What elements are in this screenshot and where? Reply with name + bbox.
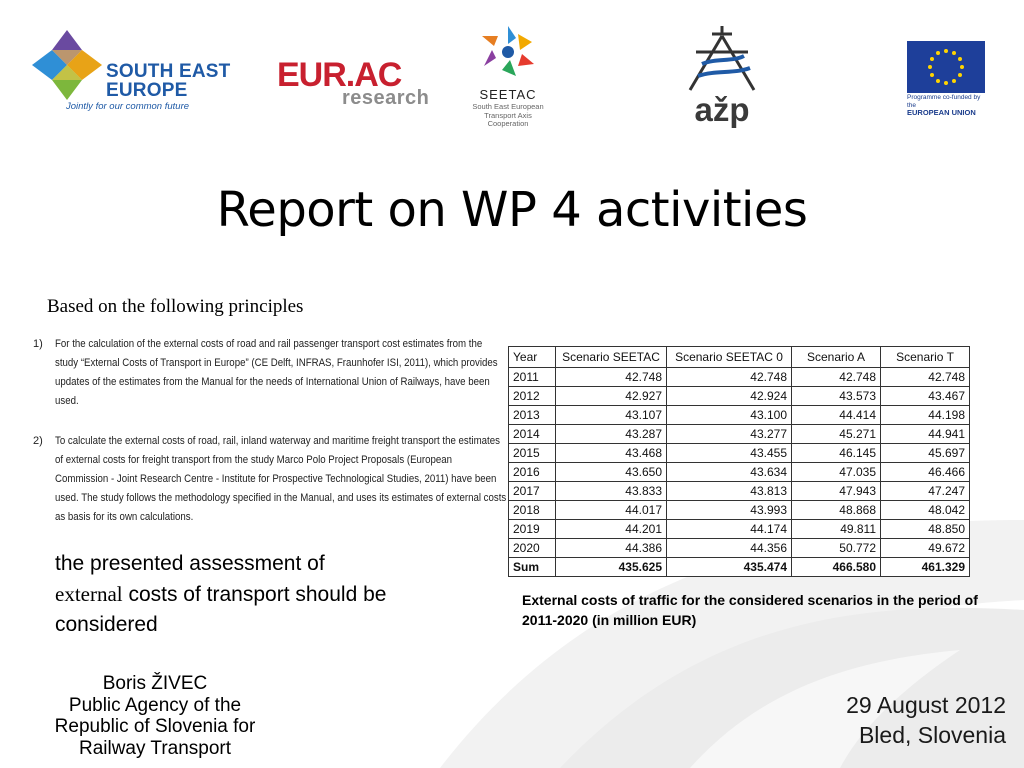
principle-number: 1): [33, 338, 43, 350]
value-cell: 45.697: [881, 444, 970, 463]
eu-caption-line2: EUROPEAN UNION: [907, 108, 976, 117]
principles-heading: Based on the following principles: [47, 296, 304, 317]
value-cell: 47.247: [881, 482, 970, 501]
value-cell: 47.943: [792, 482, 881, 501]
value-cell: 50.772: [792, 539, 881, 558]
table-row: [509, 463, 970, 482]
date-place-block: [760, 690, 1006, 750]
external-costs-table: [508, 346, 970, 577]
value-cell: 43.573: [792, 387, 881, 406]
principle-number: 2): [33, 435, 43, 447]
value-cell: 49.672: [881, 539, 970, 558]
value-cell: 43.650: [556, 463, 667, 482]
south-east-europe-emblem-icon: [30, 28, 104, 102]
value-cell: 44.201: [556, 520, 667, 539]
table-row: [509, 444, 970, 463]
table-row: [509, 368, 970, 387]
table-row: [509, 406, 970, 425]
seetac-subtitle-line2: Transport Axis Cooperation: [484, 110, 532, 128]
year-cell: 2015: [509, 444, 556, 463]
seetac-subtitle: [466, 103, 550, 129]
conclusion-text: [55, 549, 485, 640]
value-cell: 42.924: [667, 387, 792, 406]
principle-item-1: [33, 335, 498, 411]
presentation-date: 29 August 2012: [846, 692, 1006, 718]
value-cell: 42.748: [556, 368, 667, 387]
year-cell: 2014: [509, 425, 556, 444]
value-cell: 44.941: [881, 425, 970, 444]
table-row: [509, 387, 970, 406]
table-row: [509, 520, 970, 539]
value-cell: 466.580: [792, 558, 881, 577]
value-cell: 44.414: [792, 406, 881, 425]
value-cell: 43.277: [667, 425, 792, 444]
value-cell: 43.100: [667, 406, 792, 425]
value-cell: 43.634: [667, 463, 792, 482]
column-header-scenario-t: Scenario T: [881, 347, 970, 368]
value-cell: 45.271: [792, 425, 881, 444]
table-caption: External costs of traffic for the considered scenarios in the period of 2011-2020 (in million EUR): [522, 592, 978, 628]
year-cell: 2017: [509, 482, 556, 501]
table-header-row: [509, 347, 970, 368]
year-cell: 2019: [509, 520, 556, 539]
azp-emblem-icon: [682, 22, 762, 92]
year-cell: 2012: [509, 387, 556, 406]
seetac-subtitle-line1: South East European: [472, 102, 544, 111]
conclusion-part1: the presented assessment of: [55, 552, 325, 575]
column-header-scenario-seetac: Scenario SEETAC: [556, 347, 667, 368]
eu-flag-icon: [907, 41, 985, 93]
value-cell: 43.468: [556, 444, 667, 463]
author-org-line1: Public Agency of the: [68, 694, 242, 716]
value-cell: 42.748: [881, 368, 970, 387]
south-east-europe-name: [106, 62, 230, 100]
column-header-year: Year: [509, 347, 556, 368]
author-org-line3: Railway Transport: [78, 737, 232, 759]
value-cell: 42.748: [792, 368, 881, 387]
column-header-scenario-a: Scenario A: [792, 347, 881, 368]
sum-label-cell: Sum: [509, 558, 556, 577]
value-cell: 43.467: [881, 387, 970, 406]
value-cell: 44.386: [556, 539, 667, 558]
value-cell: 49.811: [792, 520, 881, 539]
year-cell: 2013: [509, 406, 556, 425]
value-cell: 43.813: [667, 482, 792, 501]
value-cell: 42.748: [667, 368, 792, 387]
author-block: [20, 673, 290, 759]
value-cell: 48.042: [881, 501, 970, 520]
value-cell: 44.356: [667, 539, 792, 558]
value-cell: 43.455: [667, 444, 792, 463]
value-cell: 46.466: [881, 463, 970, 482]
value-cell: 44.198: [881, 406, 970, 425]
eurac-text: EUR.AC: [277, 56, 402, 94]
logo-tagline: Jointly for our common future: [66, 101, 190, 112]
value-cell: 44.174: [667, 520, 792, 539]
value-cell: 43.833: [556, 482, 667, 501]
value-cell: 461.329: [881, 558, 970, 577]
author-name: Boris ŽIVEC: [102, 673, 208, 694]
seetac-emblem-icon: [478, 22, 538, 82]
year-cell: 2016: [509, 463, 556, 482]
slide-title: Report on WP 4 activities: [216, 182, 808, 238]
research-text: research: [342, 87, 430, 109]
south-east-europe-logo: [30, 28, 250, 118]
seetac-name: SEETAC: [479, 87, 537, 102]
eu-caption-line1: Programme co-funded by the: [907, 94, 981, 109]
principle-item-2: [33, 432, 507, 527]
table-body: [509, 368, 970, 577]
value-cell: 46.145: [792, 444, 881, 463]
conclusion-part2: external: [55, 582, 123, 606]
azp-name: ažp: [694, 91, 750, 128]
value-cell: 44.017: [556, 501, 667, 520]
table-row: [509, 539, 970, 558]
value-cell: 43.107: [556, 406, 667, 425]
table-row: [509, 482, 970, 501]
value-cell: 435.625: [556, 558, 667, 577]
year-cell: 2018: [509, 501, 556, 520]
year-cell: 2020: [509, 539, 556, 558]
table-row: [509, 501, 970, 520]
table-row: [509, 425, 970, 444]
value-cell: 42.927: [556, 387, 667, 406]
logo-text-line2: EUROPE: [106, 80, 188, 101]
table-sum-row: [509, 558, 970, 577]
presentation-place: Bled, Slovenia: [858, 722, 1006, 748]
logo-text-line1: SOUTH EAST: [106, 61, 231, 82]
conclusion-part3: costs of transport should be considered: [55, 583, 387, 636]
value-cell: 48.850: [881, 520, 970, 539]
value-cell: 43.993: [667, 501, 792, 520]
value-cell: 43.287: [556, 425, 667, 444]
year-cell: 2011: [509, 368, 556, 387]
value-cell: 435.474: [667, 558, 792, 577]
column-header-scenario-seetac-0: Scenario SEETAC 0: [667, 347, 792, 368]
eu-caption: [907, 94, 985, 118]
value-cell: 48.868: [792, 501, 881, 520]
principle-text: To calculate the external costs of road, rail, inland waterway and maritime freight transport the estimates of external costs for freight transport from the study Marco Polo Project Proposals (European Commission - Joint Research Centre - Institute for Prospective Technological Studies, 2011) have been used. The study follows the methodology specified in the Manual, and uses its estimates of external costs as basis for its own calculations.: [55, 435, 507, 523]
principle-text: For the calculation of the external costs of road and rail passenger transport cost estimates from the study “External Costs of Transport in Europe” (CE Delft, INFRAS, Fraunhofer ISI, 2011), which provides updates of the estimates from the Manual for the needs of International Union of Railways, have been used.: [55, 338, 498, 407]
author-org-line2: Republic of Slovenia for: [54, 716, 256, 737]
value-cell: 47.035: [792, 463, 881, 482]
